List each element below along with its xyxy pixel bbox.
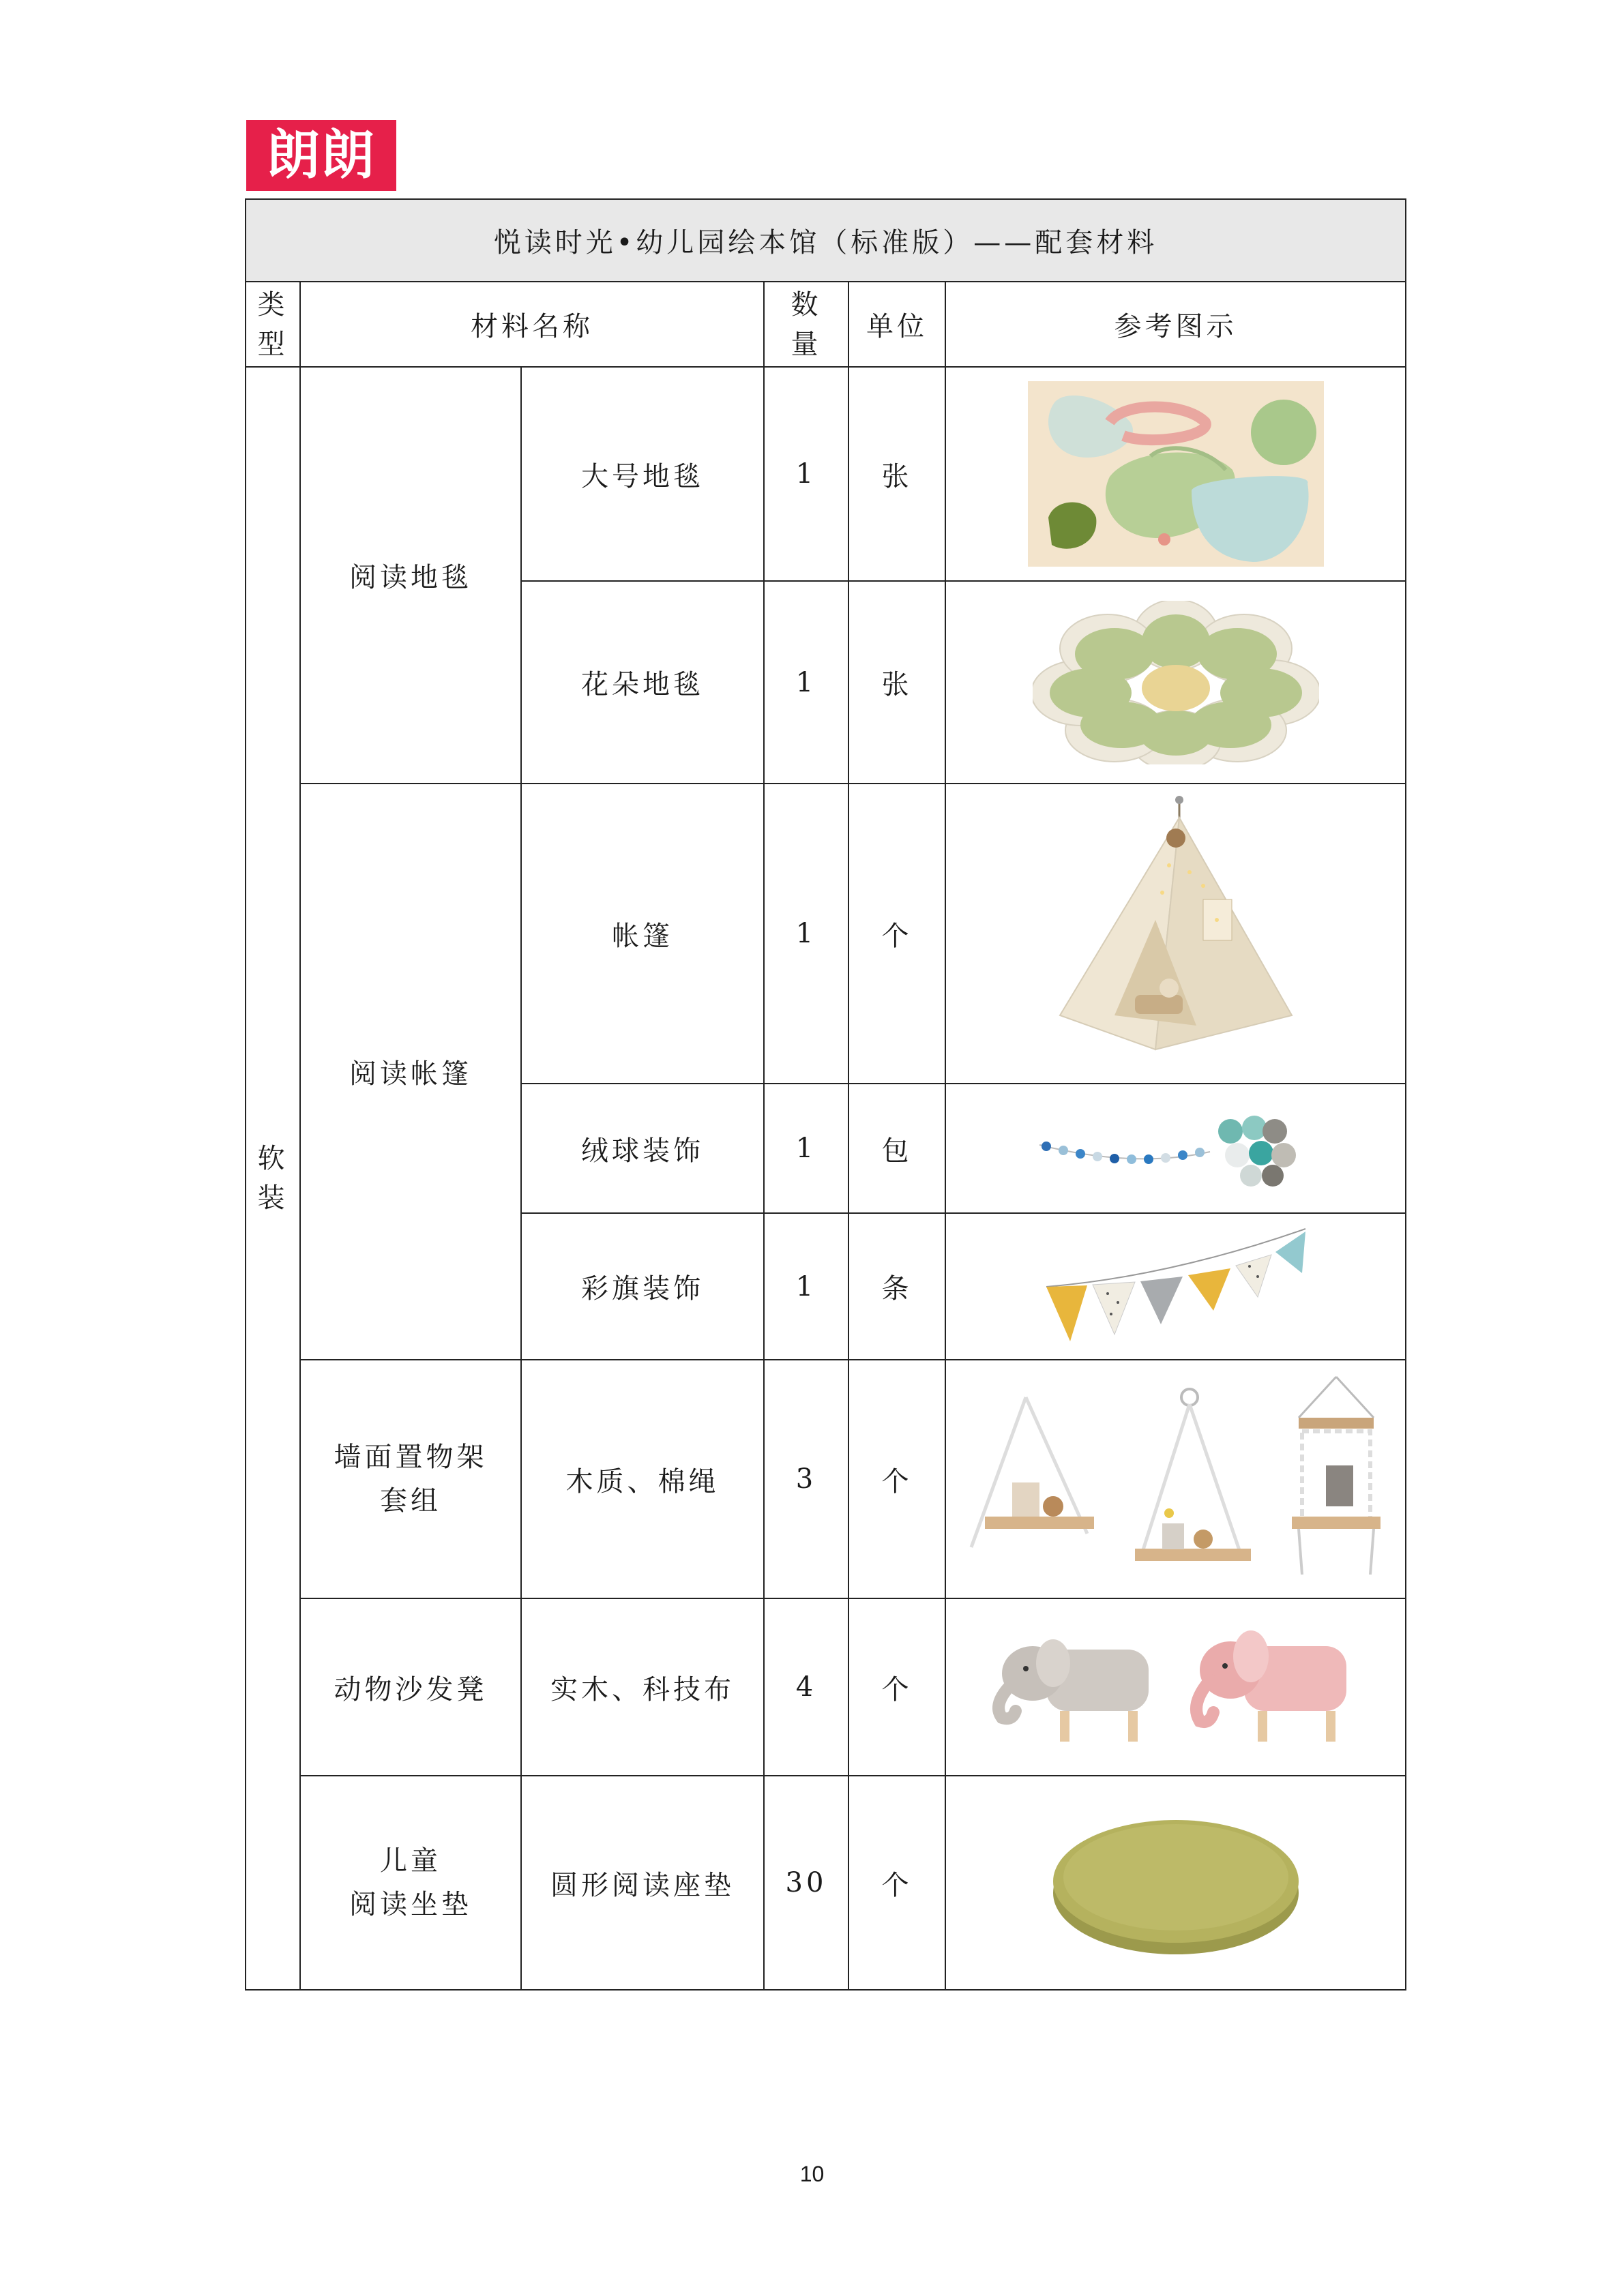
brand-logo: 朗朗 bbox=[246, 120, 396, 191]
item-qty: 30 bbox=[764, 1776, 848, 1990]
item-qty: 1 bbox=[764, 1213, 848, 1360]
group-reading-tent: 阅读帐篷 bbox=[300, 784, 521, 1360]
category-top: 软 bbox=[257, 1143, 289, 1174]
header-type-bottom: 型 bbox=[257, 328, 289, 360]
group-wall-shelves bbox=[300, 1360, 521, 1598]
item-name: 大号地毯 bbox=[521, 367, 764, 581]
large-rug-image bbox=[945, 367, 1406, 581]
group-animal-stool: 动物沙发凳 bbox=[300, 1598, 521, 1776]
item-name: 绒球装饰 bbox=[521, 1084, 764, 1213]
table-row bbox=[246, 1360, 1406, 1598]
group-reading-rug: 阅读地毯 bbox=[300, 367, 521, 784]
item-qty: 1 bbox=[764, 581, 848, 784]
group-reading-cushion-line2: 阅读坐垫 bbox=[349, 1889, 472, 1920]
materials-table bbox=[245, 198, 1406, 1991]
item-name: 彩旗装饰 bbox=[521, 1213, 764, 1360]
item-unit: 个 bbox=[848, 1598, 945, 1776]
table-row bbox=[246, 784, 1406, 1084]
item-unit: 个 bbox=[848, 1360, 945, 1598]
item-qty: 4 bbox=[764, 1598, 848, 1776]
header-qty-top: 数 bbox=[791, 288, 822, 320]
header-ref: 参考图示 bbox=[945, 282, 1406, 367]
elephant-stools-image bbox=[945, 1598, 1406, 1776]
wall-shelves-image bbox=[945, 1360, 1406, 1598]
item-qty: 1 bbox=[764, 367, 848, 581]
table-row bbox=[246, 1776, 1406, 1990]
tent-image bbox=[945, 784, 1406, 1084]
header-unit: 单位 bbox=[848, 282, 945, 367]
item-qty: 3 bbox=[764, 1360, 848, 1598]
item-unit: 张 bbox=[848, 367, 945, 581]
round-cushion-image bbox=[945, 1776, 1406, 1990]
header-type bbox=[246, 282, 300, 367]
header-type-top: 类 bbox=[257, 288, 289, 320]
item-qty: 1 bbox=[764, 784, 848, 1084]
header-row bbox=[246, 282, 1406, 367]
item-unit: 张 bbox=[848, 581, 945, 784]
group-wall-shelves-line1: 墙面置物架 bbox=[334, 1442, 488, 1473]
page-number: 10 bbox=[799, 2162, 825, 2186]
item-name: 圆形阅读座垫 bbox=[521, 1776, 764, 1990]
category-bottom: 装 bbox=[257, 1182, 289, 1214]
item-name: 实木、科技布 bbox=[521, 1598, 764, 1776]
group-reading-cushion bbox=[300, 1776, 521, 1990]
table-row bbox=[246, 367, 1406, 581]
item-name: 帐篷 bbox=[521, 784, 764, 1084]
group-reading-cushion-line1: 儿童 bbox=[380, 1845, 441, 1877]
flower-rug-image bbox=[945, 581, 1406, 784]
item-name: 花朵地毯 bbox=[521, 581, 764, 784]
bunting-flags-image bbox=[945, 1213, 1406, 1360]
header-name: 材料名称 bbox=[300, 282, 764, 367]
item-name: 木质、棉绳 bbox=[521, 1360, 764, 1598]
pompom-garland-image bbox=[945, 1084, 1406, 1213]
table-row bbox=[246, 1598, 1406, 1776]
table-title: 悦读时光•幼儿园绘本馆（标准版）——配套材料 bbox=[246, 199, 1406, 282]
header-qty-bottom: 量 bbox=[791, 328, 822, 360]
item-qty: 1 bbox=[764, 1084, 848, 1213]
item-unit: 个 bbox=[848, 784, 945, 1084]
category-cell bbox=[246, 367, 300, 1990]
group-wall-shelves-line2: 套组 bbox=[380, 1485, 441, 1517]
header-qty bbox=[764, 282, 848, 367]
item-unit: 包 bbox=[848, 1084, 945, 1213]
item-unit: 个 bbox=[848, 1776, 945, 1990]
item-unit: 条 bbox=[848, 1213, 945, 1360]
